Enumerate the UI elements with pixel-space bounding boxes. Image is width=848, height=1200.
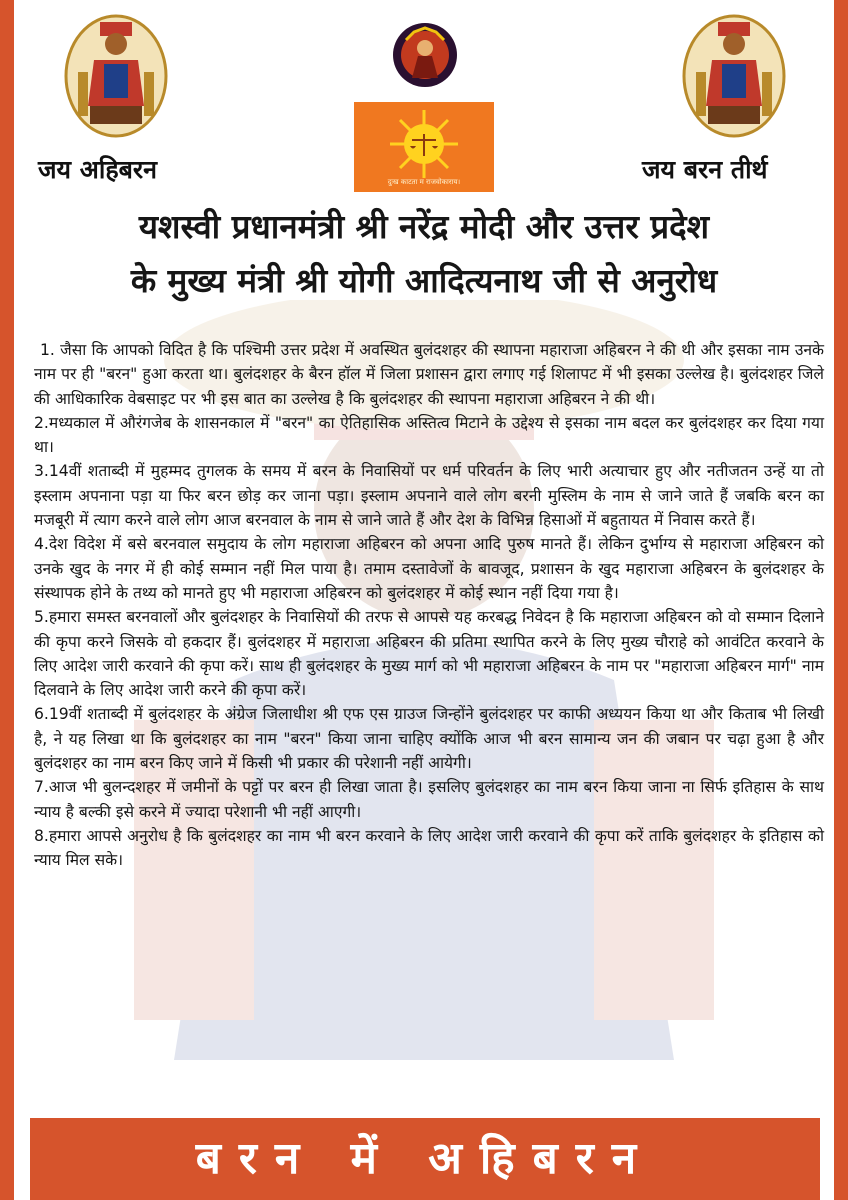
point-7: 7.आज भी बुलन्दशहर में जमीनों के पट्टों पर बरन ही लिखा जाता है। इसलिए बुलंदशहर का नाम बरन किया जाना ना सिर्फ इतिहास के साथ न्याय है बल्की इसे करने में ज्यादा परेशानी भी नहीं आएगी।	[34, 778, 824, 821]
goddess-medallion-icon	[392, 22, 458, 88]
jai-ahibaran-caption: जय अहिबरन	[38, 155, 157, 184]
document-page	[14, 0, 834, 1200]
title-line-2: के मुख्य मंत्री श्री योगी आदित्यनाथ जी से अनुरोध	[130, 261, 718, 300]
logo-tagline: दुःख काटता म राजवोकाराय।	[387, 178, 461, 186]
point-1: 1. जैसा कि आपको विदित है कि पश्चिमी उत्तर प्रदेश में अवस्थित बुलंदशहर की स्थापना महाराजा अहिबरन ने की थी और इसका नाम उनके नाम पर ही "बरन" हुआ करता था। बुलंदशहर के बैरन हॉल में जिला प्रशासन द्वारा लगाए गई शिलापट में भी इसका उल्लेख है। बुलंदशहर जिले की आधिकारिक वेबसाइट पर भी इस बात का उल्लेख है कि बुलंदशहर की स्थापना महाराजा अहिबरन ने की थी।	[34, 341, 824, 408]
point-5: 5.हमारा समस्त बरनवालों और बुलंदशहर के निवासियों की तरफ से आपसे यह करबद्ध निवेदन है कि महाराजा अहिबरन को वो सम्मान दिलाने की कृपा करने जिसके वो हकदार हैं। बुलंदशहर में महाराजा अहिबरन की प्रतिमा स्थापित करने के लिए मुख्य चौराहे को आवंटित करवाने के लिए आदेश जारी करवाने की कृपा करें। साथ ही बुलंदशहर के मुख्य मार्ग को भी महाराजा अहिबरन के नाम पर "महाराजा अहिबरन मार्ग" नाम दिलवाने के लिए आदेश जारी करने की कृपा करें।	[34, 608, 824, 700]
footer-slogan: बरन में अहिबरन	[30, 1118, 820, 1200]
request-points	[34, 338, 824, 873]
maharaja-ahibaran-emblem-icon	[682, 14, 786, 138]
point-8: 8.हमारा आपसे अनुरोध है कि बुलंदशहर का नाम भी बरन करवाने के लिए आदेश जारी करवाने की कृपा करें ताकि बुलंदशहर के इतिहास को न्याय मिल सके।	[34, 826, 824, 870]
point-3: 3.14वीं शताब्दी में मुहम्मद तुगलक के समय में बरन के निवासियों पर धर्म परिवर्तन के लिए भारी अत्याचार हुए और नतीजतन उन्हें या तो इस्लाम अपनाना पड़ा या फिर बरन छोड़ कर जाना पड़ा। इस्लाम अपनाने वाले लोग बरनी मुस्लिम के नाम से जाने जाते हैं जबकि बरन का मजबूरी में त्याग करने वाले लोग आज बरनवाल के नाम से जाने जाते हैं और देश के विभिन्न हिसाओं में बहुतायत में निवास करते हैं।	[34, 462, 824, 530]
page-title	[14, 200, 834, 308]
maharaja-ahibaran-emblem-icon	[64, 14, 168, 138]
jai-baran-tirth-caption: जय बरन तीर्थ	[642, 155, 768, 184]
title-line-1: यशस्वी प्रधानमंत्री श्री नरेंद्र मोदी और उत्तर प्रदेश	[138, 207, 710, 246]
point-6: 6.19वीं शताब्दी में बुलंदशहर के अंग्रेज जिलाधीश श्री एफ एस ग्राउज जिन्होंने बुलंदशहर पर काफी अध्ययन किया था और किताब भी लिखी है, ने यह लिखा था कि बुलंदशहर का नाम "बरन" किया जाना चाहिए क्योंकि आज भी बरन सामान्य जन की जबान पर चढ़ा हुआ है और बुलंदशहर का नाम बरन किए जाने में किसी भी प्रकार की परेशानी नहीं आयेगी।	[34, 705, 824, 773]
point-4: 4.देश विदेश में बसे बरनवाल समुदाय के लोग महाराजा अहिबरन को अपना आदि पुरुष मानते हैं। लेकिन दुर्भाग्य से महाराजा अहिबरन को उनके खुद के नगर में ही कोई सम्मान नहीं मिल पाया है। तमाम दस्तावेजों के बावजूद, प्रशासन के खुद महाराजा अहिबरन के बुलंदशहर के संस्थापक होने के तथ्य को मानते हुए भी महाराजा अहिबरन को बुलंदशहर में कोई स्थान नहीं दिया गया है।	[34, 535, 824, 602]
sun-scales-logo	[354, 102, 494, 192]
point-2: 2.मध्यकाल में औरंगजेब के शासनकाल में "बरन" का ऐतिहासिक अस्तित्व मिटाने के उद्देश्य से इसका नाम बदल कर बुलंदशहर कर दिया गया था।	[34, 413, 824, 457]
